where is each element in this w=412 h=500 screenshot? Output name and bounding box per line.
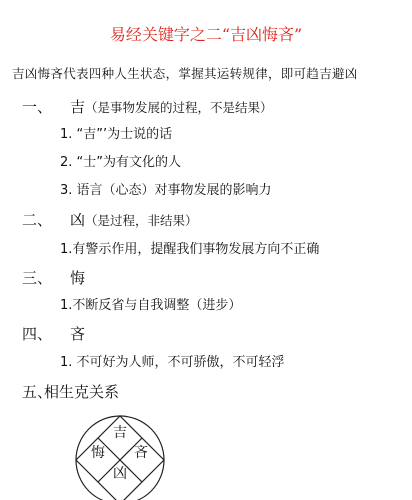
section-4-number: 四、 (22, 325, 53, 343)
diagram-label-bottom: 凶 (113, 466, 127, 482)
section-3-word: 悔 (70, 269, 86, 287)
section-1-item-1: 1. “吉”’为士说的话 (60, 127, 173, 142)
section-5-word: 相生克关系 (44, 383, 120, 401)
section-3-heading (22, 267, 85, 288)
page-title: 易经关键字之二“吉凶悔吝” (109, 25, 303, 44)
section-2-note: （是过程，非结果） (85, 213, 198, 228)
section-5-heading (22, 381, 119, 402)
section-3-item-1: 1.不断反省与自我调整（进步） (60, 298, 242, 313)
section-1-heading (22, 96, 273, 117)
section-1-note: （是事物发展的过程，不是结果） (85, 100, 273, 115)
section-4-word: 吝 (70, 325, 86, 343)
section-1-item-3: 3. 语言（心态）对事物发展的影响力 (60, 183, 272, 198)
section-1-item-2: 2. “士”为有文化的人 (60, 155, 182, 170)
diagram-label-top: 吉 (113, 425, 127, 441)
intro-text: 吉凶悔吝代表四种人生状态，掌握其运转规律，即可趋吉避凶 (12, 66, 358, 81)
section-1-number: 一、 (22, 98, 53, 116)
section-1-word: 吉 (70, 98, 86, 116)
section-2-heading (22, 209, 198, 230)
section-4-heading (22, 323, 85, 344)
section-3-number: 三、 (22, 269, 53, 287)
section-2-word: 凶 (70, 211, 86, 229)
section-2-item-1: 1.有警示作用，提醒我们事物发展方向不正确 (60, 242, 320, 257)
section-5-number: 五、 (22, 383, 53, 401)
section-2-number: 二、 (22, 211, 53, 229)
diagram-label-left: 悔 (91, 445, 105, 461)
diagram-label-right: 吝 (134, 445, 148, 461)
section-4-item-1: 1. 不可好为人师，不可骄傲，不可轻浮 (60, 355, 285, 370)
cycle-diagram (72, 412, 168, 500)
